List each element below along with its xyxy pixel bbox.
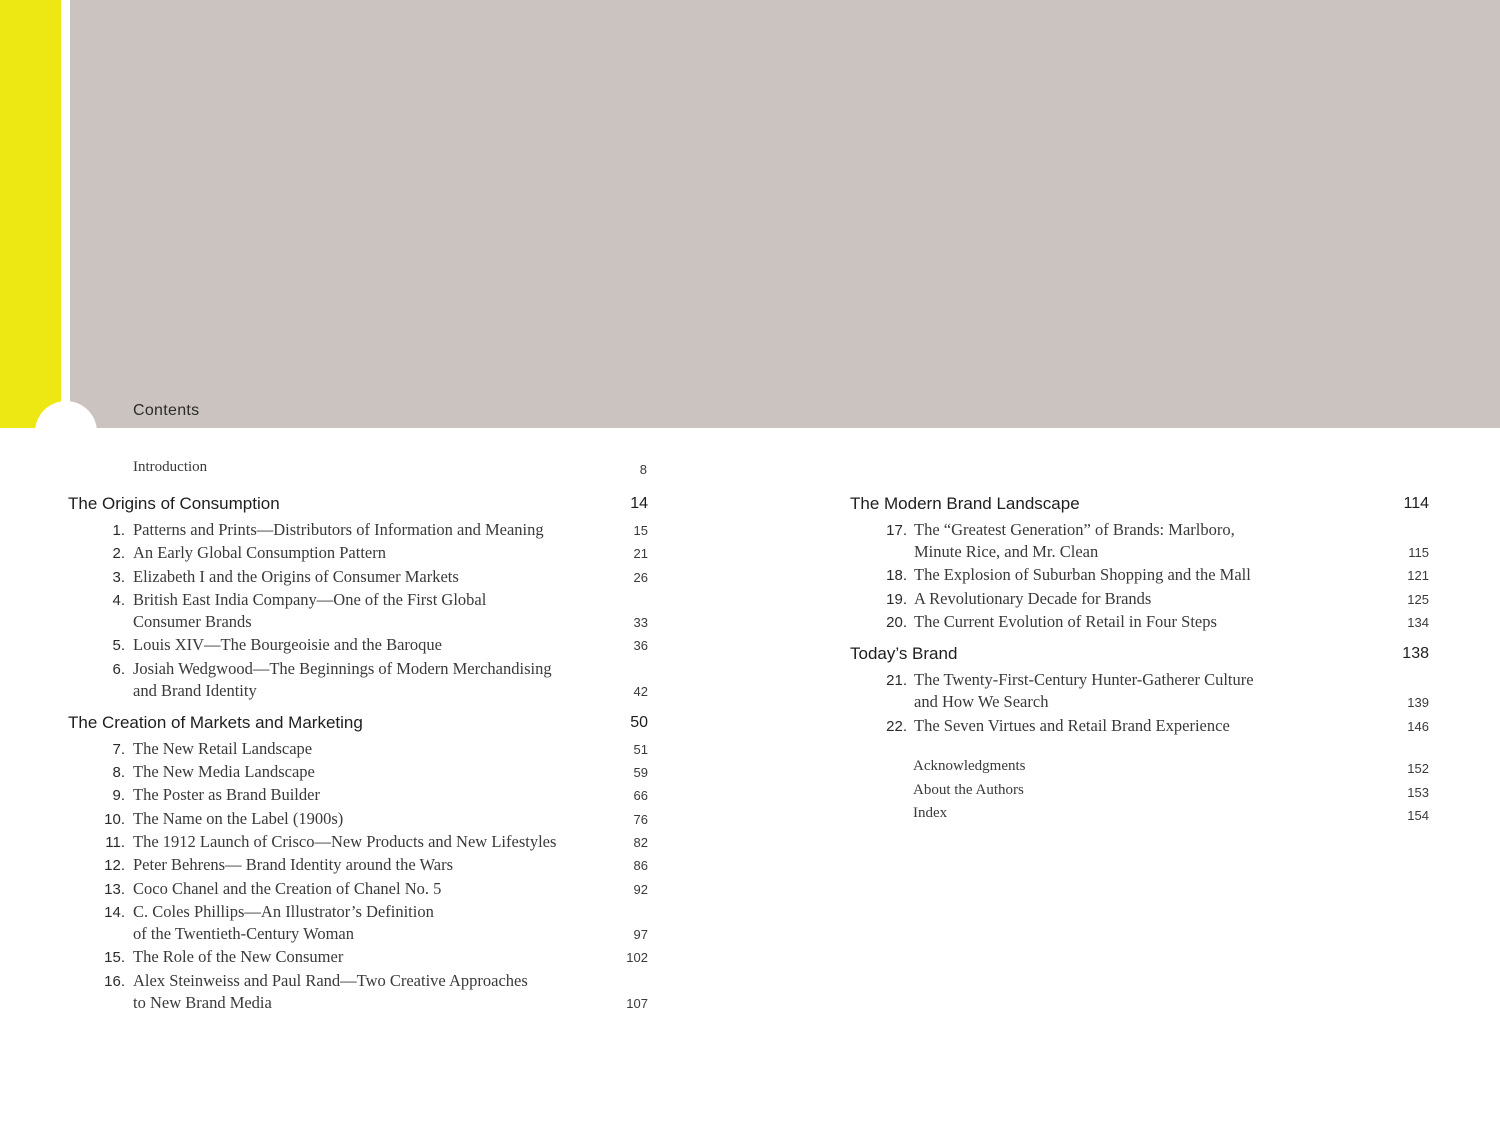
entry-number: 6. <box>112 660 125 678</box>
entry-page: 86 <box>633 858 648 874</box>
entry-title-line: Alex Steinweiss and Paul Rand—Two Creative Approaches <box>133 970 528 990</box>
entry-title-line: The Twenty-First-Century Hunter-Gatherer Culture <box>914 670 1254 690</box>
entry-page: 121 <box>1407 568 1429 584</box>
entry-page: 82 <box>633 835 648 850</box>
divider-stripe <box>61 0 70 428</box>
entry-number: 19. <box>886 590 907 608</box>
entry-title-line: Consumer Brands <box>133 611 252 631</box>
entry-title-line: The 1912 Launch of Crisco—New Products and New Lifestyles <box>133 832 557 851</box>
toc-entry[interactable] <box>133 808 343 830</box>
entry-page: 134 <box>1407 614 1429 630</box>
entry-number: 11. <box>105 834 125 851</box>
entry-title-line: A Revolutionary Decade for Brands <box>914 588 1152 608</box>
entry-number: 7. <box>112 740 125 758</box>
toc-entry[interactable] <box>914 715 1230 737</box>
entry-number: 14. <box>104 903 125 921</box>
entry-title-line: C. Coles Phillips—An Illustrator’s Definition <box>133 901 434 921</box>
toc-entry[interactable] <box>914 519 1235 563</box>
entry-number: 4. <box>112 591 125 609</box>
entry-number: 16. <box>104 972 125 990</box>
entry-page: 59 <box>633 765 648 781</box>
entry-title-line: An Early Global Consumption Pattern <box>133 543 386 563</box>
backmatter-label: Index <box>913 805 948 821</box>
backmatter-page: 153 <box>1407 784 1429 800</box>
section-page: 138 <box>1402 645 1429 663</box>
entry-page: 33 <box>633 614 648 630</box>
toc-entry[interactable] <box>914 588 1151 610</box>
entry-page: 15 <box>633 523 648 538</box>
intro-label: Introduction <box>133 459 208 475</box>
toc-entry[interactable] <box>133 761 315 783</box>
entry-number: 22. <box>886 717 907 735</box>
entry-title-line: Louis XIV—The Bourgeoisie and the Baroque <box>133 635 443 655</box>
entry-page: 36 <box>633 638 648 654</box>
accent-bar <box>0 0 61 428</box>
entry-number: 5. <box>112 637 125 655</box>
entry-number: 15. <box>104 949 125 967</box>
toc-entry[interactable] <box>133 878 441 900</box>
toc-entry[interactable] <box>133 831 556 853</box>
entry-number: 20. <box>886 613 907 631</box>
entry-title-line: Peter Behrens— Brand Identity around the Wars <box>133 855 454 875</box>
entry-title-line: The Seven Virtues and Retail Brand Experience <box>914 715 1230 735</box>
header-band <box>0 0 1500 428</box>
toc-entry[interactable] <box>133 589 486 633</box>
entry-title-line: The Poster as Brand Builder <box>133 785 320 805</box>
entry-number: 1. <box>112 522 125 539</box>
circle-ornament <box>35 401 97 463</box>
entry-page: 107 <box>626 995 648 1011</box>
entry-title-line: and Brand Identity <box>133 680 257 700</box>
entry-page: 21 <box>633 546 648 562</box>
entry-number: 2. <box>112 545 125 563</box>
entry-page: 146 <box>1407 718 1429 734</box>
entry-page: 115 <box>1408 545 1429 560</box>
backmatter-page: 154 <box>1407 808 1429 823</box>
toc-entry[interactable] <box>133 970 528 1014</box>
toc-entry[interactable] <box>914 611 1217 633</box>
section-title: The Creation of Markets and Marketing <box>68 712 363 732</box>
toc-entry[interactable] <box>133 738 312 760</box>
entry-page: 125 <box>1407 591 1429 607</box>
entry-number: 13. <box>104 880 125 898</box>
entry-title-line: The “Greatest Generation” of Brands: Marlboro, <box>914 520 1235 539</box>
toc-entry[interactable] <box>133 854 453 876</box>
entry-page: 26 <box>633 569 648 585</box>
section-title: Today’s Brand <box>850 644 958 664</box>
entry-title-line: of the Twentieth-Century Woman <box>133 923 354 943</box>
section-title: The Origins of Consumption <box>68 494 280 513</box>
entry-title-line: Minute Rice, and Mr. Clean <box>914 542 1099 561</box>
entry-page: 76 <box>633 811 648 827</box>
toc-entry[interactable] <box>133 519 544 541</box>
entry-title-line: to New Brand Media <box>133 992 272 1012</box>
entry-title-line: Josiah Wedgwood—The Beginnings of Modern Merchandising <box>133 658 552 678</box>
entry-page: 139 <box>1407 695 1429 711</box>
toc-entry[interactable] <box>133 566 459 588</box>
toc-entry[interactable] <box>914 669 1254 713</box>
entry-title-line: The Name on the Label (1900s) <box>133 808 344 828</box>
entry-title-line: The New Retail Landscape <box>133 738 313 758</box>
entry-title-line: Patterns and Prints—Distributors of Information and Meaning <box>133 520 544 539</box>
entry-title-line: The Role of the New Consumer <box>133 947 344 967</box>
toc-entry[interactable] <box>133 542 386 564</box>
entry-title-line: Elizabeth I and the Origins of Consumer Markets <box>133 566 459 586</box>
backmatter-page: 152 <box>1407 761 1429 776</box>
page-title: Contents <box>133 402 200 419</box>
entry-page: 66 <box>633 788 648 804</box>
entry-title-line: The New Media Landscape <box>133 762 315 782</box>
toc-entry[interactable] <box>133 658 552 702</box>
toc-entry[interactable] <box>914 564 1251 586</box>
entry-page: 42 <box>633 683 648 699</box>
section-page: 114 <box>1403 495 1429 512</box>
entry-page: 97 <box>633 926 648 942</box>
entry-title-line: The Current Evolution of Retail in Four Steps <box>914 611 1217 631</box>
entry-title-line: The Explosion of Suburban Shopping and the Mall <box>914 565 1251 585</box>
toc-entry[interactable] <box>133 784 320 806</box>
entry-title-line: Coco Chanel and the Creation of Chanel No. 5 <box>133 878 442 898</box>
entry-number: 9. <box>112 787 125 805</box>
section-page: 14 <box>630 495 648 512</box>
toc-entry[interactable] <box>133 946 343 968</box>
section-title: The Modern Brand Landscape <box>850 494 1080 513</box>
toc-entry[interactable] <box>133 901 434 945</box>
entry-number: 18. <box>886 567 907 585</box>
entry-number: 12. <box>104 857 125 875</box>
entry-title-line: and How We Search <box>914 692 1049 712</box>
entry-page: 51 <box>633 741 648 757</box>
entry-number: 17. <box>886 522 907 539</box>
backmatter-label: About the Authors <box>913 781 1024 798</box>
intro-page: 8 <box>639 462 647 477</box>
entry-title-line: British East India Company—One of the First Global <box>133 589 487 609</box>
entry-number: 3. <box>112 568 125 586</box>
entry-page: 92 <box>633 881 648 897</box>
entry-number: 21. <box>886 672 907 690</box>
section-page: 50 <box>630 713 648 731</box>
entry-page: 102 <box>626 950 648 966</box>
entry-number: 8. <box>112 764 125 782</box>
toc-entry[interactable] <box>133 634 442 656</box>
backmatter-label: Acknowledgments <box>913 758 1026 774</box>
entry-number: 10. <box>104 810 125 828</box>
